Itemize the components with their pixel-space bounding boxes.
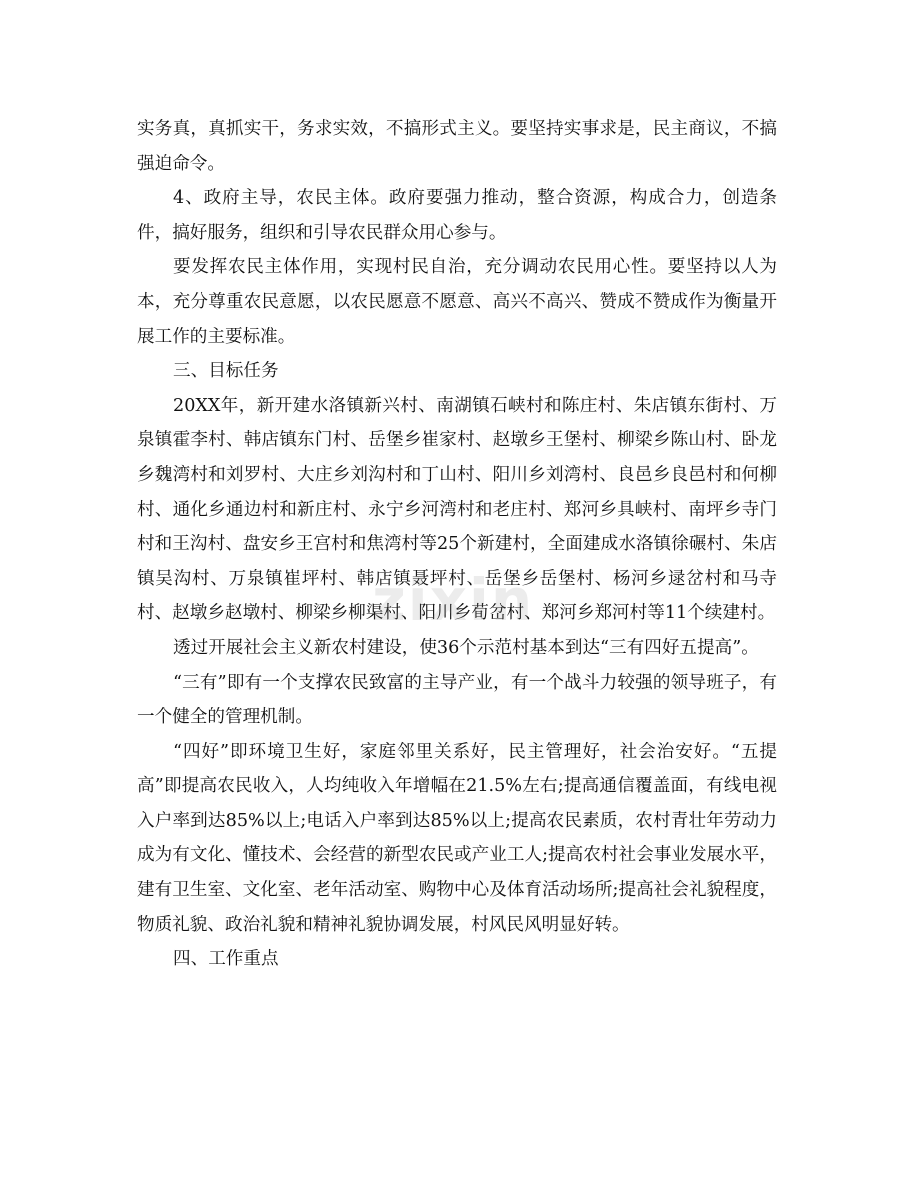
paragraph-principle-3-continued: 实务真，真抓实干，务求实效，不搞形式主义。要坚持实事求是，民主商议，不搞强迫命令。: [137, 119, 777, 174]
watermark: zixin: [372, 566, 535, 634]
document-body: [137, 112, 777, 977]
paragraph-farmer-subject: 要发挥农民主体作用，实现村民自治，充分调动农民用心性。要坚持以人为本，充分尊重农民意愿，以农民愿意不愿意、高兴不高兴、赞成不赞成作为衡量开展工作的主要标准。: [137, 257, 777, 347]
paragraph-three-haves: “三有”即有一个支撑农民致富的主导产业，有一个战斗力较强的领导班子，有一个健全的管理机制。: [137, 672, 777, 728]
section-heading-key-work: 四、工作重点: [173, 949, 279, 970]
paragraph-principle-4: 4、政府主导，农民主体。政府要强力推动，整合资源，构成合力，创造条件，搞好服务，组织和引导农民群众用心参与。: [137, 188, 777, 243]
paragraph-village-list: 20XX年，新开建水洛镇新兴村、南湖镇石峡村和陈庄村、朱店镇东街村、万泉镇霍李村、韩店镇东门村、岳堡乡崔家村、赵墩乡王堡村、柳梁乡陈山村、卧龙乡魏湾村和刘罗村、大庄乡刘沟村和丁山村、阳川乡刘湾村、良邑乡良邑村和何柳村、通化乡通边村和新庄村、永宁乡河湾村和老庄村、郑河乡具峡村、南坪乡寺门村和王沟村、盘安乡王宫村和焦湾村等25个新建村，全面建成水洛镇徐碾村、朱店镇吴沟村、万泉镇崔坪村、韩店镇聂坪村、岳堡乡岳堡村、杨河乡逯岔村和马寺村、赵墩乡赵墩村、柳梁乡柳渠村、阳川乡荀岔村、郑河乡郑河村等11个续建村。: [137, 395, 777, 624]
paragraph-four-goods-five-improvements: “四好”即环境卫生好，家庭邻里关系好，民主管理好，社会治安好。“五提高”即提高农民收入，人均纯收入年增幅在21.5%左右;提高通信覆盖面，有线电视入户率到达85%以上;电话入户率到达85%以上;提高农民素质，农村青壮年劳动力成为有文化、懂技术、会经营的新型农民或产业工人;提高农村社会事业发展水平，建有卫生室、文化室、老年活动室、购物中心及体育活动场所;提高社会礼貌程度，物质礼貌、政治礼貌和精神礼貌协调发展，村风民风明显好转。: [137, 741, 777, 935]
section-heading-targets: 三、目标任务: [173, 361, 279, 382]
paragraph-demonstration-villages: 透过开展社会主义新农村建设，使36个示范村基本到达“三有四好五提高”。: [173, 637, 759, 658]
